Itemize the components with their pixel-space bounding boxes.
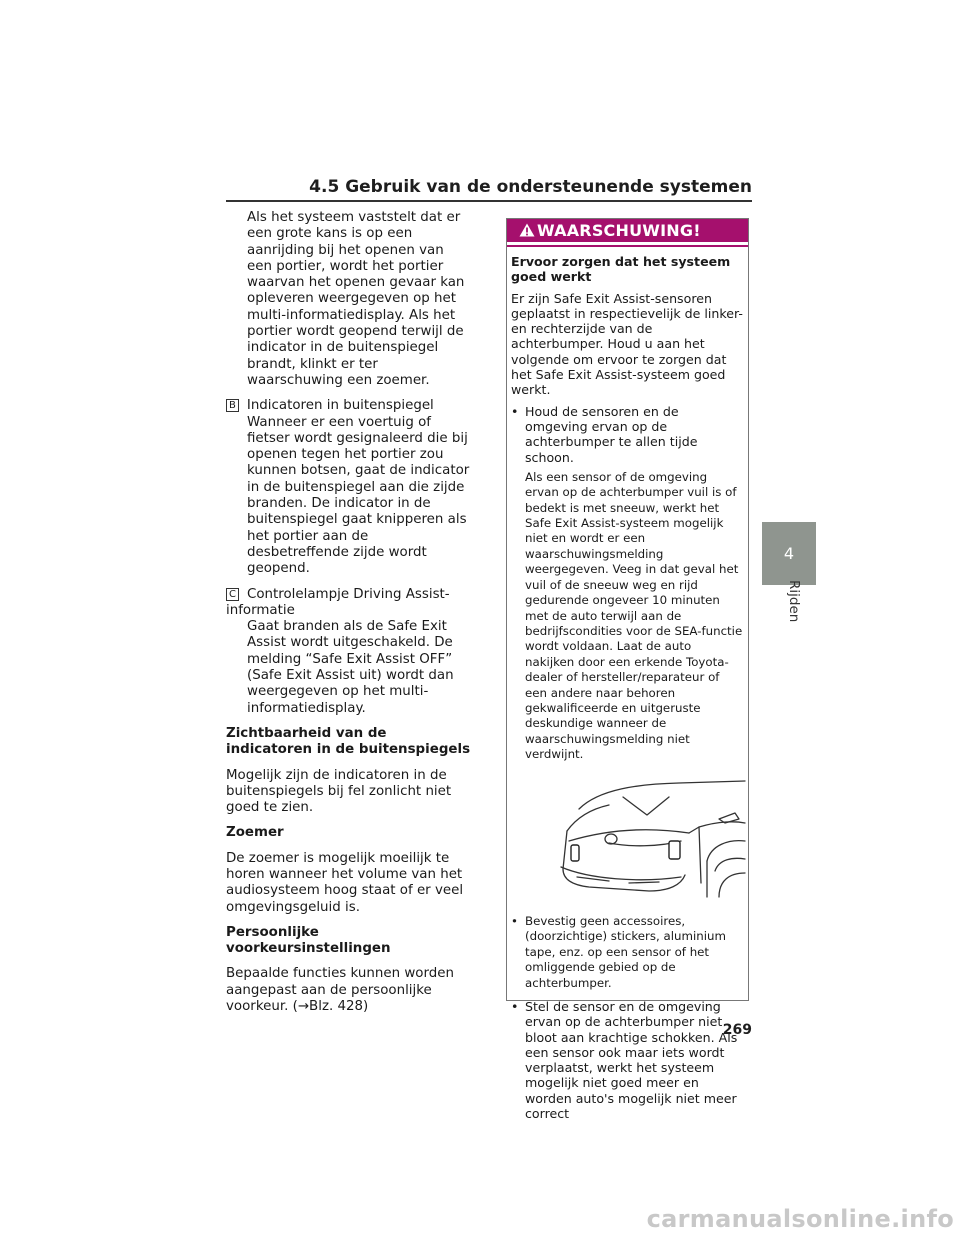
item-c-title: [226, 587, 471, 620]
warning-label: WAARSCHUWING!: [537, 221, 701, 240]
heading-personal: Persoonlijke voorkeursinstellingen: [226, 924, 391, 957]
bullet-dot: •: [511, 998, 519, 1014]
warning-bullet-3-text: Stel de sensor en de omgeving ervan op de achterbumper niet bloot aan krachtige schokken. Als een sensor ook maar iets wordt verplaatst, werkt het systeem mogelijk niet goed meer en worden auto's mogelijk niet meer correct: [525, 998, 738, 1121]
item-b-title: [226, 398, 471, 414]
item-c-letter: C: [226, 588, 239, 601]
rear-bumper-sensor-illustration: [549, 779, 745, 903]
item-b-text: Wanneer er een voertuig of fietser wordt gesignaleerd die bij openen tegen het portier zou kunnen botsen, gaat de indicator in de buitenspiegel aan die zijde branden. De indicator in de buitenspiegel gaat knipperen als het portier aan de desbetreffende zijde wordt geopend.: [247, 414, 470, 577]
warning-bullet-1-note: Als een sensor of de omgeving ervan op de achterbumper vuil is of bedekt is met sneeuw, werkt het Safe Exit Assist-systeem mogelijk niet en wordt er een waarschuwingsmelding weergegeven. Veeg in dat geval het vuil of de sneeuw weg en rijd gedurende ongeveer 10 minuten met de auto terwijl aan de bedrijfscondities voor de SEA-functie wordt voldaan. Laat de auto nakijken door een erkende Toyota-dealer of hersteller/reparateur of een andere naar behoren gekwalificeerde en uitgeruste deskundige wanneer de waarschuwingsmelding niet verdwijnt.: [525, 469, 743, 762]
paragraph-system-detect: Als het systeem vaststelt dat er een grote kans is op een aanrijding bij het openen van een portier, wordt het portier waarvan het openen gevaar kan opleveren weergegeven op het multi-informatiedisplay. Als het portier wordt geopend terwijl de indicator in de buitenspiegel brandt, klinkt er ter waarschuwing een zoemer.: [247, 210, 465, 388]
header-rule: [226, 200, 752, 202]
item-b-letter: B: [226, 399, 239, 412]
warning-bullet-2-text: Bevestig geen accessoires, (doorzichtige) stickers, aluminium tape, enz. op een sensor of het omliggende gebied op de achterbumper.: [525, 913, 726, 990]
item-c: [226, 587, 471, 717]
warning-title: Ervoor zorgen dat het systeem goed werkt: [511, 254, 731, 285]
warning-bullet-2: [511, 914, 744, 991]
warning-bullet-1: [511, 404, 744, 465]
warning-intro: Er zijn Safe Exit Assist-sensoren geplaatst in respectievelijk de linker- en rechterzijde van de achterbumper. Houd u aan het volgende om ervoor te zorgen dat het Safe Exit Assist-systeem goed werkt.: [511, 290, 743, 398]
text-buzzer: De zoemer is mogelijk moeilijk te horen wanneer het volume van het audiosysteem hoog staat of er veel omgevingsgeluid is.: [226, 850, 464, 915]
item-b-title-text: Indicatoren in buitenspiegel: [246, 398, 434, 414]
left-column: [226, 210, 471, 1024]
chapter-label: Rijden: [786, 580, 802, 623]
watermark: carmanualsonline.info: [646, 1205, 954, 1233]
section-title: 4.5 Gebruik van de ondersteunende systemen: [309, 177, 752, 197]
warning-body: [507, 247, 748, 1121]
page-number: 269: [722, 1022, 752, 1038]
heading-buzzer: Zoemer: [226, 825, 284, 841]
chapter-number: 4: [783, 544, 795, 563]
warning-bullet-1-text: Houd de sensoren en de omgeving ervan op de achterbumper te allen tijde schoon.: [525, 403, 698, 465]
heading-visibility: Zichtbaarheid van de indicatoren in de buitenspiegels: [226, 725, 471, 758]
warning-header: [507, 219, 748, 242]
item-b: [226, 398, 471, 577]
item-c-title-text: Controlelampje Driving Assist-informatie: [226, 586, 450, 618]
text-personal: Bepaalde functies kunnen worden aangepast aan de persoonlijke voorkeur. (→Blz. 428): [226, 966, 454, 1015]
item-c-text: Gaat branden als de Safe Exit Assist wordt uitgeschakeld. De melding “Safe Exit Assist OFF” (Safe Exit Assist uit) wordt dan weergegeven op het multi-informatiedisplay.: [247, 619, 454, 716]
bullet-dot: •: [511, 913, 518, 928]
text-visibility: Mogelijk zijn de indicatoren in de buitenspiegels bij fel zonlicht niet goed te zien.: [226, 767, 452, 816]
bullet-dot: •: [511, 403, 519, 419]
warning-triangle-icon: [519, 223, 535, 237]
warning-bullet-3: [511, 999, 744, 1121]
